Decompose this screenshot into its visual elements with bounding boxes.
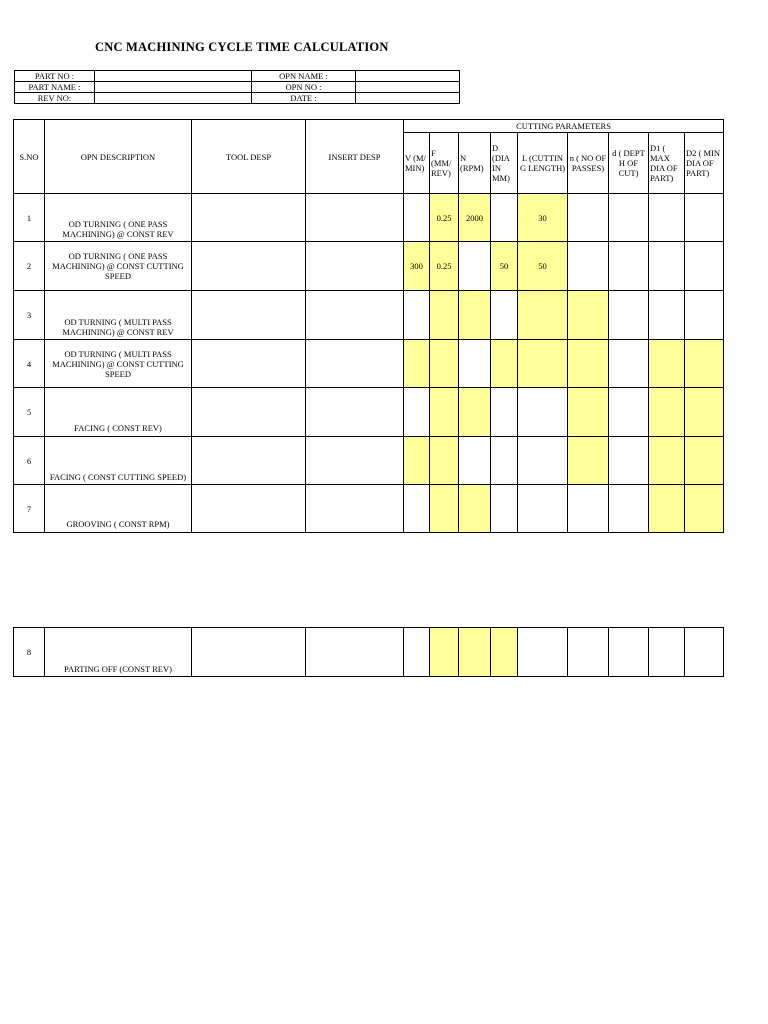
cell-d[interactable]: 50 (491, 242, 518, 291)
table-row (14, 340, 724, 388)
cell-v[interactable] (404, 340, 430, 388)
cell-d[interactable] (491, 437, 518, 485)
cell-v[interactable]: 300 (404, 242, 430, 291)
cell-n[interactable] (459, 242, 491, 291)
cell-depth[interactable] (609, 628, 649, 677)
row-insert-cell[interactable] (306, 194, 404, 242)
cell-depth[interactable] (609, 388, 649, 437)
cell-n[interactable] (459, 340, 491, 388)
cell-l[interactable] (518, 291, 568, 340)
cell-v[interactable] (404, 194, 430, 242)
cell-f[interactable]: 0.25 (430, 194, 459, 242)
cell-d1[interactable] (649, 628, 685, 677)
cell-f[interactable]: 0.25 (430, 242, 459, 291)
col-header-passes: n ( NO OF PASSES) (568, 133, 609, 194)
cell-v[interactable] (404, 628, 430, 677)
cell-v[interactable] (404, 437, 430, 485)
cell-d2[interactable] (685, 628, 724, 677)
cell-passes[interactable] (568, 628, 609, 677)
cell-d[interactable] (491, 291, 518, 340)
cell-d[interactable] (491, 485, 518, 533)
row-sno: 8 (14, 628, 45, 677)
col-header-v: V (M/ MIN) (404, 133, 430, 194)
row-tool-cell[interactable] (192, 194, 306, 242)
cell-f[interactable] (430, 628, 459, 677)
col-header-d2: D2 ( MIN DIA OF PART) (685, 133, 724, 194)
row-sno: 4 (14, 340, 45, 388)
cell-d1[interactable] (649, 485, 685, 533)
row-tool-cell[interactable] (192, 485, 306, 533)
header-info-table (14, 70, 460, 104)
cell-l[interactable] (518, 340, 568, 388)
opn-name-label: OPN NAME : (252, 71, 356, 82)
cell-l[interactable] (518, 485, 568, 533)
part-no-label: PART NO : (15, 71, 95, 82)
cell-d1[interactable] (649, 340, 685, 388)
cell-d2[interactable] (685, 194, 724, 242)
row-tool-cell[interactable] (192, 242, 306, 291)
cell-d1[interactable] (649, 388, 685, 437)
cutting-parameters-header: CUTTING PARAMETERS (404, 120, 724, 133)
cell-passes[interactable] (568, 194, 609, 242)
row-sno: 6 (14, 437, 45, 485)
row-insert-cell[interactable] (306, 437, 404, 485)
cell-d[interactable] (491, 628, 518, 677)
col-header-tool: TOOL DESP (192, 120, 306, 194)
row-desc: OD TURNING ( ONE PASS MACHINING) @ CONST CUTTING SPEED (45, 242, 192, 291)
table-row (14, 388, 724, 437)
cell-n[interactable] (459, 388, 491, 437)
cell-l[interactable] (518, 628, 568, 677)
cell-f[interactable] (430, 291, 459, 340)
cell-d1[interactable] (649, 242, 685, 291)
col-header-d: D (DIA IN MM) (491, 133, 518, 194)
col-header-desc: OPN DESCRIPTION (45, 120, 192, 194)
cell-passes[interactable] (568, 340, 609, 388)
col-header-n: N (RPM) (459, 133, 491, 194)
cell-depth[interactable] (609, 194, 649, 242)
cell-d2[interactable] (685, 388, 724, 437)
cell-l[interactable] (518, 388, 568, 437)
cell-n[interactable] (459, 628, 491, 677)
col-header-l: L (CUTTIN G LENGTH) (518, 133, 568, 194)
table-row (14, 194, 724, 242)
part-name-field[interactable] (95, 82, 252, 93)
cell-f[interactable] (430, 485, 459, 533)
row-insert-cell[interactable] (306, 242, 404, 291)
cell-f[interactable] (430, 340, 459, 388)
part-no-field[interactable] (95, 71, 252, 82)
cell-depth[interactable] (609, 437, 649, 485)
row-sno: 2 (14, 242, 45, 291)
col-header-f: F (MM/ REV) (430, 133, 459, 194)
row-insert-cell[interactable] (306, 388, 404, 437)
col-header-d1: D1 ( MAX DIA OF PART) (649, 133, 685, 194)
opn-no-field[interactable] (356, 82, 460, 93)
cell-d2[interactable] (685, 242, 724, 291)
opn-name-field[interactable] (356, 71, 460, 82)
table-row (14, 485, 724, 533)
cell-f[interactable] (430, 388, 459, 437)
cell-v[interactable] (404, 388, 430, 437)
row-desc: OD TURNING ( MULTI PASS MACHINING) @ CONST CUTTING SPEED (45, 340, 192, 388)
row-insert-cell[interactable] (306, 628, 404, 677)
cell-passes[interactable] (568, 388, 609, 437)
row-desc: PARTING OFF (CONST REV) (45, 628, 192, 677)
row-desc: FACING ( CONST REV) (45, 388, 192, 437)
row-desc: FACING ( CONST CUTTING SPEED) (45, 437, 192, 485)
cell-l[interactable] (518, 437, 568, 485)
cell-d2[interactable] (685, 437, 724, 485)
cell-passes[interactable] (568, 291, 609, 340)
rev-no-label: REV NO: (15, 93, 95, 104)
row-tool-cell[interactable] (192, 437, 306, 485)
cell-n[interactable] (459, 437, 491, 485)
col-header-insert: INSERT DESP (306, 120, 404, 194)
cell-d[interactable] (491, 388, 518, 437)
col-header-depth: d ( DEPT H OF CUT) (609, 133, 649, 194)
cell-l[interactable]: 50 (518, 242, 568, 291)
cell-d2[interactable] (685, 340, 724, 388)
table-row (14, 437, 724, 485)
cell-passes[interactable] (568, 485, 609, 533)
row-desc: OD TURNING ( MULTI PASS MACHINING) @ CONST REV (45, 291, 192, 340)
row-tool-cell[interactable] (192, 388, 306, 437)
date-field[interactable] (356, 93, 460, 104)
rev-no-field[interactable] (95, 93, 252, 104)
row-tool-cell[interactable] (192, 340, 306, 388)
cell-depth[interactable] (609, 485, 649, 533)
cycle-time-table (13, 119, 724, 533)
cell-f[interactable] (430, 437, 459, 485)
row-insert-cell[interactable] (306, 340, 404, 388)
row-desc: OD TURNING ( ONE PASS MACHINING) @ CONST REV (45, 194, 192, 242)
row-tool-cell[interactable] (192, 628, 306, 677)
row-tool-cell[interactable] (192, 291, 306, 340)
cell-l[interactable]: 30 (518, 194, 568, 242)
table-row (14, 242, 724, 291)
row-desc: GROOVING ( CONST RPM) (45, 485, 192, 533)
cell-depth[interactable] (609, 340, 649, 388)
cell-passes[interactable] (568, 242, 609, 291)
cell-passes[interactable] (568, 437, 609, 485)
cell-depth[interactable] (609, 242, 649, 291)
row-sno: 7 (14, 485, 45, 533)
cell-v[interactable] (404, 291, 430, 340)
cell-n[interactable] (459, 485, 491, 533)
part-name-label: PART NAME : (15, 82, 95, 93)
parting-off-table (13, 627, 724, 677)
col-header-sno: S.NO (14, 120, 45, 194)
cell-depth[interactable] (609, 291, 649, 340)
cell-d1[interactable] (649, 437, 685, 485)
row-sno: 5 (14, 388, 45, 437)
cell-d1[interactable] (649, 194, 685, 242)
cell-n[interactable]: 2000 (459, 194, 491, 242)
row-sno: 1 (14, 194, 45, 242)
row-sno: 3 (14, 291, 45, 340)
cell-d[interactable] (491, 194, 518, 242)
cell-n[interactable] (459, 291, 491, 340)
cell-v[interactable] (404, 485, 430, 533)
row-insert-cell[interactable] (306, 485, 404, 533)
table-row (14, 291, 724, 340)
opn-no-label: OPN NO : (252, 82, 356, 93)
cell-d2[interactable] (685, 485, 724, 533)
cell-d[interactable] (491, 340, 518, 388)
cell-d1[interactable] (649, 291, 685, 340)
page-title: CNC MACHINING CYCLE TIME CALCULATION (95, 40, 389, 54)
date-label: DATE : (252, 93, 356, 104)
table-row (14, 628, 724, 677)
cell-d2[interactable] (685, 291, 724, 340)
row-insert-cell[interactable] (306, 291, 404, 340)
